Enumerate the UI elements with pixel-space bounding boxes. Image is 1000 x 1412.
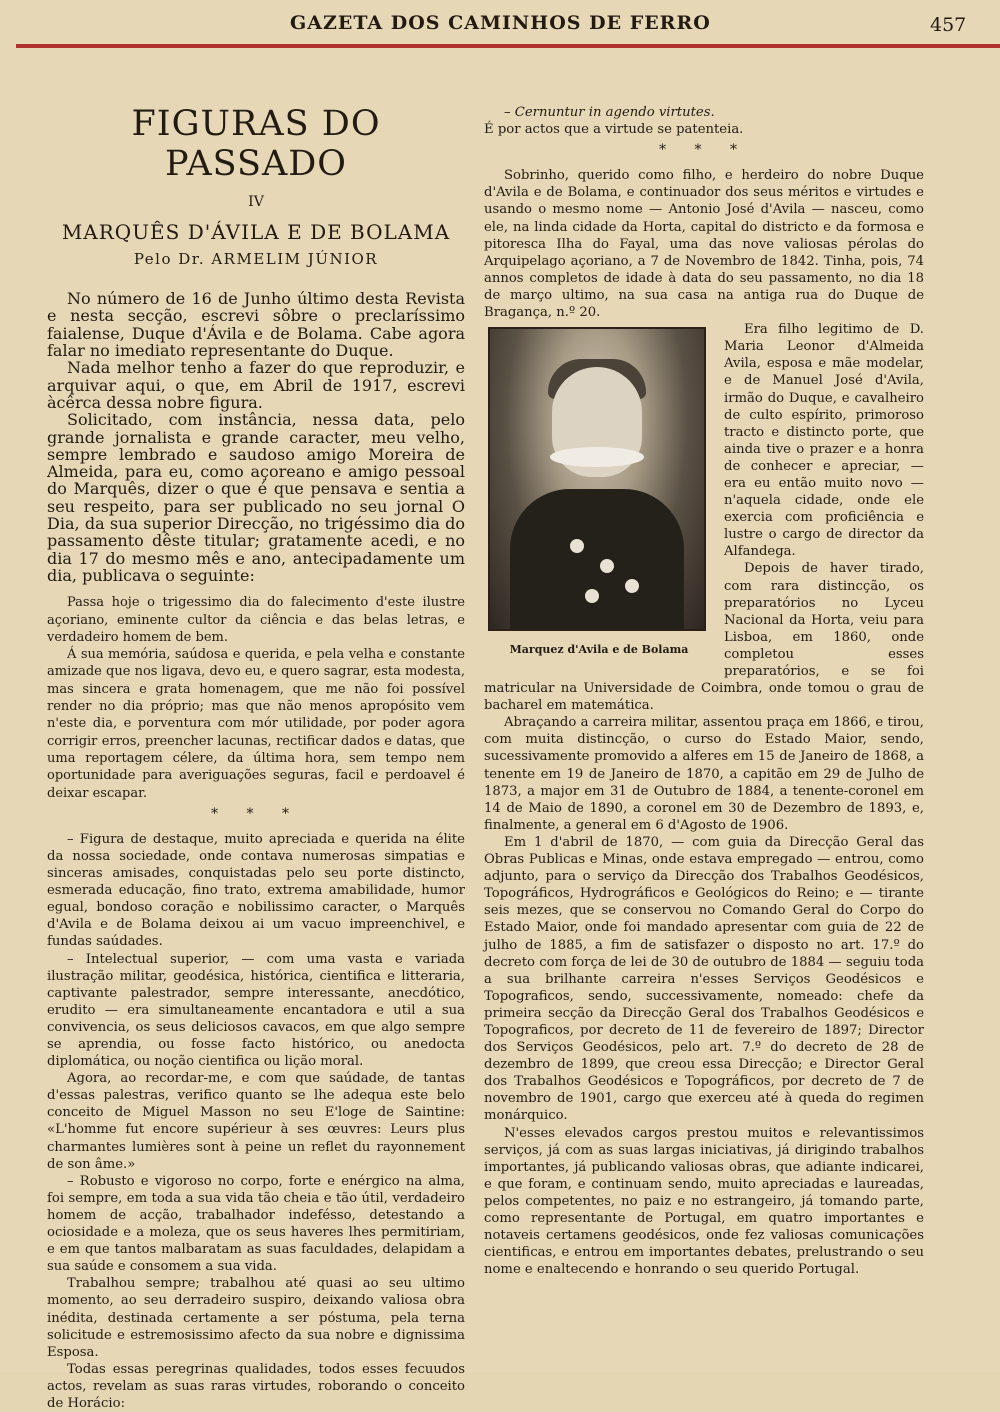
page-number: 457 xyxy=(930,14,967,36)
right-column xyxy=(484,104,924,1278)
intro-section xyxy=(47,290,465,584)
portrait-figure xyxy=(488,327,710,667)
section-separator: * * * xyxy=(659,142,749,159)
paragraph: Abraçando a carreira militar, assentou praça em 1866, e tirou, com muita distincção, o curso do Estado Maior, sendo, sucessivamente promovido a alferes em 15 de Janeiro de 1868, a tenente em 19 de Janeiro de 1870, a capitão em 29 de Julho de 1873, a major em 31 de Outubro de 1884, a tenente-coronel em 14 de Maio de 1890, a coronel em 30 de Dezembro de 1893, e, finalmente, a general em 6 d'Agosto de 1906. xyxy=(484,715,924,833)
paragraph: N'esses elevados cargos prestou muitos e relevantissimos serviços, já com as suas largas iniciativas, já dirigindo trabalhos importantes, já publicando valiosas obras, que adiante indicarei, e que foram, e continuam sendo, muito apreciadas e laureadas, pelos competentes, no paiz e no estrangeiro, já tomando parte, como representante de Portugal, em quatro importantes e notaveis certamens geodésicos, onde fez valiosas comunicações cientificas, e entrou em importantes debates, prelustrando o seu nome e enaltecendo e honrando o seu querido Portugal. xyxy=(484,1125,924,1278)
quoted-section xyxy=(47,594,465,802)
paragraph: Á sua memória, saúdosa e querida, e pela velha e constante amizade que nos ligava, devo eu, e quero sagrar, esta modesta, mas sincera e grata homenagem, que me não foi possível render no dia próprio; mas que não menos apropósito vem n'este dia, e porventura com mór utilidade, por poder agora corrigir erros, preencher lacunas, rectificar dados e datas, que uma reportagem célere, da última hora, sem tempo nem oportunidade para averiguações seguras, facil e perdoavel é deixar escapar. xyxy=(47,647,465,801)
paragraph: Nada melhor tenho a fazer do que reproduzir, e arquivar aqui, o que, em Abril de 1917, escrevi àcêrca dessa nobre figura. xyxy=(47,358,465,412)
article-title: FIGURAS DO PASSADO xyxy=(131,104,381,184)
paragraph: – Robusto e vigoroso no corpo, forte e enérgico na alma, foi sempre, em toda a sua vida tão cheia e tão útil, verdadeiro homem de acção, trabalhador indefésso, detestando a ociosidade e a moleza, que os seus haveres lhes permitiriam, e em que tantos malbaratam as suas faculdades, delapidam a sua saúde e consomem a sua vida. xyxy=(47,1173,465,1275)
page-header xyxy=(0,0,1000,44)
paragraph: Solicitado, com instância, nessa data, pelo grande jornalista e grande caracter, meu velho, sempre lembrado e saudoso amigo Moreira de Almeida, para eu, como açoreano e amigo pessoal do Marquês, dizer o que é que pensava e sentia a seu respeito, para ser publicado no seu jornal O Dia, da sua superior Direcção, no trigéssimo dia do passamento dêste titular; gratamente acedi, e no dia 17 do mesmo mês e ano, antecipadamente um dia, publicava o seguinte: xyxy=(47,410,465,585)
article-number: IV xyxy=(248,194,264,210)
paragraph: – Intelectual superior, — com uma vasta e variada ilustração militar, geodésica, histórica, cientifica e litteraria, captivante palestrador, sempre interessante, anecdótico, erudito — era simultaneamente encantadora e util a sua convivencia, os seus deliciosos cavacos, em que algo sempre se aprendia, ou fosse facto histórico, ou anedocta diplomática, ou noção cientifica ou lição moral. xyxy=(47,951,465,1070)
portrait-caption: Marquez d'Avila e de Bolama xyxy=(509,643,689,657)
paragraph: – Figura de destaque, muito apreciada e querida na élite da nossa sociedade, onde contava numerosas simpatias e sinceras amisades, conquistadas pelo seu porte distincto, esmerada educação, fino trato, extrema amabilidade, humor egual, bondoso coração e nobilissimo caracter, o Marquês d'Avila e de Bolama deixou ai um vacuo impreenchivel, e fundas saúdades. xyxy=(47,831,465,950)
portrait-uniform xyxy=(510,489,684,631)
header-rule xyxy=(16,44,1000,48)
motto-translation: É por actos que a virtude se patenteia. xyxy=(484,122,744,138)
paragraph: Era filho legitimo de D. Maria Leonor d'Almeida Avila, esposa e mãe modelar, e de Manuel José d'Avila, irmão do Duque, e cavalheiro de culto espírito, primoroso tracto e distincto porte, que ainda tive o prazer e a honra de conhecer e apreciar, — era eu então muito novo — n'aquela cidade, onde ele exercia com proficiência e lustre o cargo de director da Alfandega. xyxy=(724,322,924,560)
paragraph: Depois de haver tirado, com rara distincção, os preparatórios no Lyceu Nacional da Horta, veiu para Lisboa, em 1860, onde completou esses preparatórios, e se foi matricular na Universidade de Coimbra, onde tomou o grau de bacharel em matemática. xyxy=(484,561,924,714)
paragraph: Em 1 d'abril de 1870, — com guia da Direcção Geral das Obras Publicas e Minas, onde estava empregado — entrou, como adjunto, para o serviço da Direcção dos Trabalhos Geodésicos, Topográficos, Hydrográficos e Geológicos do Reino; e — tirante seis mezes, que se conservou no Comando Geral do Corpo do Estado Maior, onde foi mandado apresentar com guia de 22 de julho de 1885, a fim de satisfazer o disposto no art. 17.º do decreto com força de lei de 30 de outubro de 1884 — seguiu toda a sua brilhante carreira n'esses Serviços Geodésicos e Topograficos, sendo, successivamente, nomeado: chefe da primeira secção da Direcção Geral dos Trabalhos Geodésicos e Topograficos, por decreto de 11 de fevereiro de 1897; Director dos Serviços Geodésicos, pelo art. 7.º do decreto de 28 de dezembro de 1899, que creou essa Direcção; e Director Geral dos Trabalhos Geodésicos e Topográficos, por decreto de 7 de novembro de 1901, cargo que exerceu até à queda do regimen monárquico. xyxy=(484,834,924,1124)
paragraph: No número de 16 de Junho último desta Revista e nesta secção, escrevi sôbre o preclaríssimo faialense, Duque d'Ávila e de Bolama. Cabe agora falar no imediato representante do Duque. xyxy=(47,289,465,361)
paragraph: Agora, ao recordar-me, e com que saúdade, de tantas d'essas palestras, verifico quanto se lhe adequa este belo conceito de Miguel Masson no seu E'loge de Saintine: «L'homme fut encore supérieur à ses œuvres: Leurs plus charmantes lumières sont à peine un reflet du rayonnement de son âme.» xyxy=(47,1071,465,1172)
motto xyxy=(484,104,924,138)
paragraph: Trabalhou sempre; trabalhou até quasi ao seu ultimo momento, ao seu derradeiro suspiro, deixando valiosa obra inédita, destinada certamente a ser póstuma, pela terna solicitude e estremosissimo afecto da sua nobre e dignissima Esposa. xyxy=(47,1276,465,1360)
motto-latin: – Cernuntur in agendo virtutes. xyxy=(504,105,715,120)
body-section xyxy=(47,831,465,1412)
article-subtitle: MARQUÊS D'ÁVILA E DE BOLAMA xyxy=(61,220,451,245)
journal-title: GAZETA DOS CAMINHOS DE FERRO xyxy=(290,12,711,34)
article-byline: Pelo Dr. ARMELIM JÚNIOR xyxy=(133,250,379,269)
left-column xyxy=(47,104,465,1412)
paragraph: Todas essas peregrinas qualidades, todos esses fecuudos actos, revelam as suas raras virtudes, roborando o conceito de Horácio: xyxy=(47,1361,465,1411)
portrait-moustache xyxy=(550,447,644,467)
portrait-image xyxy=(488,327,706,631)
paragraph: Sobrinho, querido como filho, e herdeiro do nobre Duque d'Avila e de Bolama, e continuador dos seus méritos e virtudes e usando o mesmo nome — Antonio José d'Avila — nasceu, como ele, na linda cidade da Horta, capital do districto e da formosa e pitoresca Ilha do Fayal, uma das nove valiosas pérolas do Arquipelago açoriano, a 7 de Novembro de 1842. Tinha, pois, 74 annos completos de idade à data do seu passamento, no dia 18 de março ultimo, na sua casa na antiga rua do Duque de Bragança, n.º 20. xyxy=(484,168,924,321)
paragraph: Passa hoje o trigessimo dia do falecimento d'este ilustre açoriano, eminente cultor da ciência e das belas letras, e verdadeiro homem de bem. xyxy=(47,595,465,645)
section-separator: * * * xyxy=(211,805,301,822)
